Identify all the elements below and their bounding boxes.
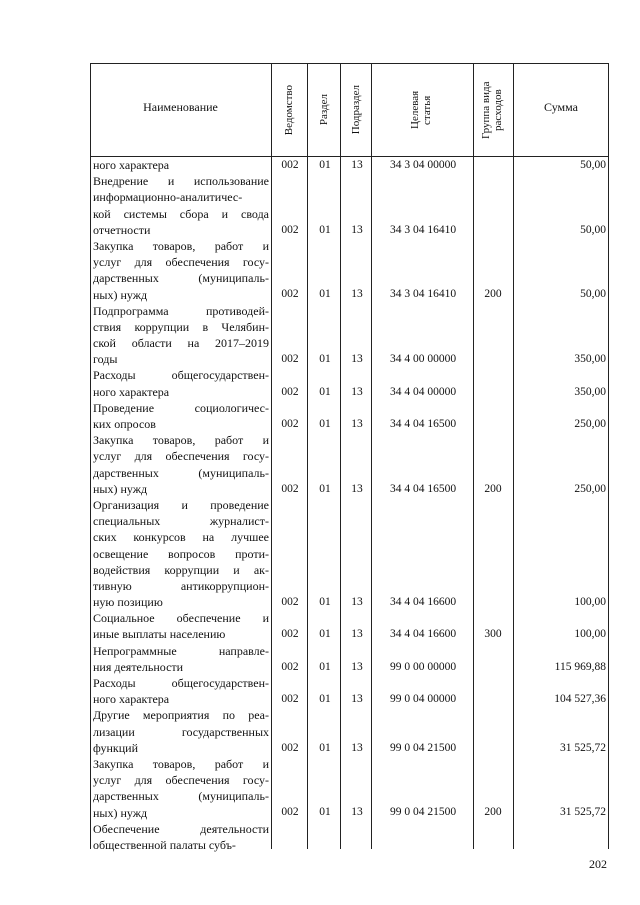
table-row [90,821,609,853]
row-tselevaya: 99 0 04 21500 [389,741,457,754]
row-name-line: Подпрограмма противодей- [93,303,269,318]
row-name-line: Закупка товаров, работ и [93,433,269,448]
row-name-line: специальных журналист- [93,514,269,529]
row-podrazdel: 13 [351,385,363,398]
row-gruppa: 200 [484,806,502,819]
row-name [90,643,269,675]
row-summa: 100,00 [574,628,606,641]
row-vedomstvo: 002 [281,417,299,430]
row-name [90,157,269,173]
row-name [90,675,269,707]
table-row [90,367,609,399]
row-podrazdel: 13 [351,693,363,706]
row-name-line: освещение вопросов проти- [93,546,269,561]
row-name [90,756,269,821]
row-name-line: кой системы сбора и свода [93,206,269,221]
row-name-line: Социальное обеспечение и [93,611,269,626]
row-name-line: дарственных (муниципаль- [93,271,269,286]
row-vedomstvo: 002 [281,223,299,236]
row-summa: 350,00 [574,385,606,398]
row-name-line: лизации государственных [93,724,269,739]
row-razdel: 01 [319,223,331,236]
row-name-line: Закупка товаров, работ и [93,238,269,253]
row-vedomstvo: 002 [281,596,299,609]
page-number: 202 [589,857,607,871]
row-name-line: ных) нужд [93,805,148,820]
row-podrazdel: 13 [351,353,363,366]
header-summa: Сумма [544,100,578,114]
table-row [90,675,609,707]
row-summa: 31 525,72 [560,741,606,754]
table-body [90,157,609,853]
row-name [90,238,269,303]
row-name-line: ную позицию [93,595,163,610]
table-row [90,707,609,756]
row-tselevaya: 34 3 04 16410 [389,223,457,236]
row-razdel: 01 [319,417,331,430]
row-podrazdel: 13 [351,596,363,609]
row-name-line: ных) нужд [93,481,148,496]
row-tselevaya: 99 0 00 00000 [389,660,457,673]
header-name: Наименование [143,100,218,114]
row-summa: 250,00 [574,482,606,495]
row-vedomstvo: 002 [281,628,299,641]
row-vedomstvo: 002 [281,288,299,301]
row-name-line: функций [93,740,138,755]
table-row [90,610,609,642]
row-razdel: 01 [319,158,331,171]
row-name-line: тивную антикоррупцион- [93,578,269,593]
header-vedomstvo: Ведомство [283,84,295,136]
row-name-line: водействия коррупции и ак- [93,562,269,577]
row-gruppa: 200 [484,482,502,495]
row-summa: 31 525,72 [560,806,606,819]
table-row [90,432,609,497]
row-name [90,707,269,756]
row-name-line: ного характера [93,384,170,399]
row-summa: 350,00 [574,353,606,366]
row-name-line: дарственных (муниципаль- [93,465,269,480]
row-name-line: ных) нужд [93,287,148,302]
row-summa: 104 527,36 [554,693,606,706]
row-vedomstvo: 002 [281,693,299,706]
header-gruppa: Группа вида расходов [480,81,504,139]
row-name-line: услуг для обеспечения госу- [93,773,269,788]
row-name-line: дарственных (муниципаль- [93,789,269,804]
row-vedomstvo: 002 [281,482,299,495]
row-podrazdel: 13 [351,628,363,641]
table-row [90,497,609,610]
row-razdel: 01 [319,660,331,673]
row-vedomstvo: 002 [281,660,299,673]
row-vedomstvo: 002 [281,158,299,171]
header-podrazdel: Подраздел [349,85,362,135]
row-tselevaya: 34 3 04 16410 [389,288,457,301]
row-name-line: Расходы общегосударствен- [93,676,269,690]
row-summa: 100,00 [574,596,606,609]
row-name-line: Проведение социологичес- [93,400,269,415]
row-name [90,367,269,399]
row-name-line: ного характера [93,692,170,707]
row-podrazdel: 13 [351,417,363,430]
row-name-line: Обеспечение деятельности [93,821,269,836]
row-summa: 50,00 [580,158,606,171]
row-name-line: Непрограммные направле- [93,643,269,658]
row-name-line: Расходы общегосударствен- [93,368,269,383]
row-name [90,173,269,238]
row-name-line: ного характера [93,158,170,172]
row-name-line: общественной палаты субъ- [93,837,236,852]
row-name-line: ских конкурсов на лучшее [93,530,269,545]
row-tselevaya: 34 4 04 16600 [389,596,457,609]
table-row [90,643,609,675]
row-razdel: 01 [319,288,331,301]
header-razdel: Раздел [317,94,330,126]
row-tselevaya: 99 0 04 00000 [389,693,457,706]
row-summa: 250,00 [574,417,606,430]
table-row [90,157,609,173]
row-summa: 50,00 [580,288,606,301]
row-name [90,303,269,368]
row-tselevaya: 34 4 04 16600 [389,628,457,641]
row-gruppa: 300 [484,628,502,641]
row-razdel: 01 [319,741,331,754]
row-razdel: 01 [319,596,331,609]
row-name-line: ской области на 2017–2019 [93,336,269,351]
table-row [90,400,609,432]
row-podrazdel: 13 [351,741,363,754]
row-name-line: Внедрение и использование [93,174,269,189]
row-name-line: ствия коррупции в Челябин- [93,319,269,334]
row-vedomstvo: 002 [281,741,299,754]
row-podrazdel: 13 [351,806,363,819]
row-name-line: Закупка товаров, работ и [93,756,269,771]
row-name-line: ких опросов [93,417,156,431]
row-name-line: годы [93,352,118,367]
row-razdel: 01 [319,693,331,706]
row-tselevaya: 34 3 04 00000 [389,158,457,171]
row-razdel: 01 [319,385,331,398]
row-podrazdel: 13 [351,223,363,236]
row-gruppa: 200 [484,288,502,301]
row-vedomstvo: 002 [281,806,299,819]
row-name [90,400,269,432]
row-podrazdel: 13 [351,158,363,171]
row-vedomstvo: 002 [281,353,299,366]
row-name-line: иные выплаты населению [93,627,226,642]
row-name-line: Организация и проведение [93,497,269,512]
row-podrazdel: 13 [351,660,363,673]
row-tselevaya: 34 4 04 16500 [389,417,457,430]
row-tselevaya: 34 4 00 00000 [389,353,457,366]
row-name-line: информационно-аналитичес- [93,190,243,205]
row-name-line: услуг для обеспечения госу- [93,449,269,464]
row-name [90,432,269,497]
row-name-line: услуг для обеспечения госу- [93,255,269,270]
row-name-line: ния деятельности [93,659,184,674]
row-razdel: 01 [319,482,331,495]
row-vedomstvo: 002 [281,385,299,398]
row-name [90,821,269,853]
row-name-line: Другие мероприятия по реа- [93,708,269,723]
row-podrazdel: 13 [351,288,363,301]
header-tselevaya: Целевая статья [409,90,433,130]
row-razdel: 01 [319,628,331,641]
row-name-line: отчетности [93,222,151,237]
table-row [90,303,609,368]
row-tselevaya: 99 0 04 21500 [389,806,457,819]
row-summa: 115 969,88 [554,660,606,673]
table-row [90,173,609,238]
row-podrazdel: 13 [351,482,363,495]
row-name [90,497,269,610]
row-razdel: 01 [319,806,331,819]
row-name [90,610,269,642]
row-tselevaya: 34 4 04 00000 [389,385,457,398]
table-row [90,756,609,821]
row-razdel: 01 [319,353,331,366]
table-row [90,238,609,303]
row-summa: 50,00 [580,223,606,236]
budget-table [90,63,609,852]
row-tselevaya: 34 4 04 16500 [389,482,457,495]
